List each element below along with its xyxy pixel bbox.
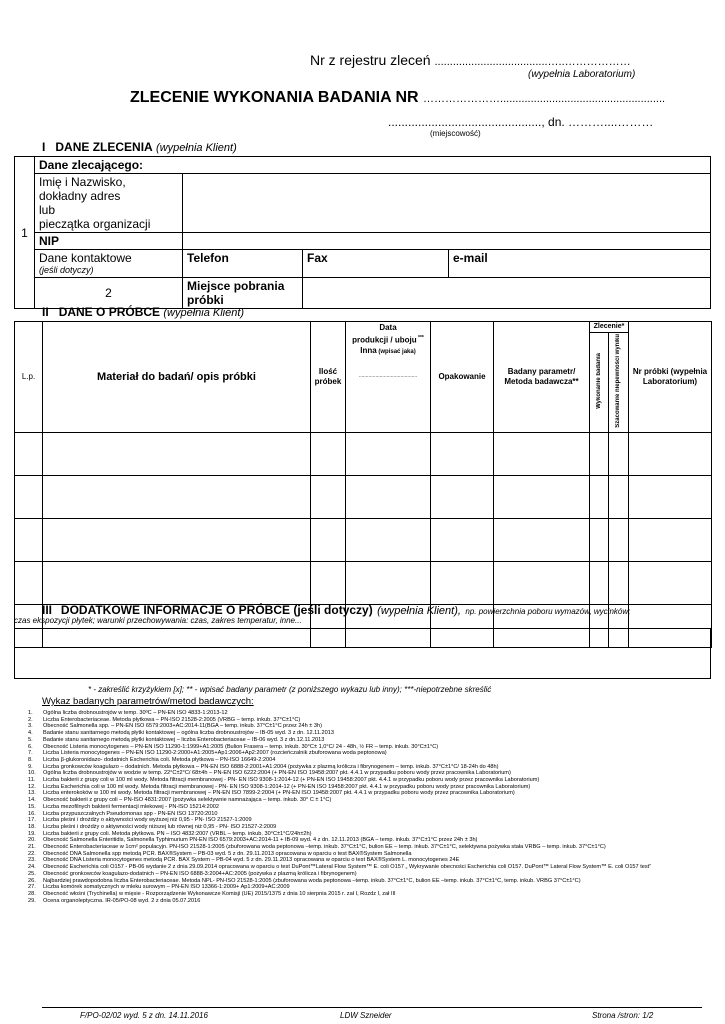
client-name-label: Imię i Nazwisko, dokładny adres lub pieczątka organizacji [35,174,183,233]
param-text: Liczba Enterobacteriaceae. Metoda płytkowa – PN-ISO 21528-2:2005 (VRBG – temp. inkub. 37°C±1°C) [43,716,301,723]
sample-checkbox[interactable] [609,561,629,604]
col-date-header: Data [379,323,397,332]
sample-cell[interactable] [311,432,346,475]
param-number: 8. [28,756,33,763]
param-number: 4. [28,730,33,737]
col-order-uncertainty [609,333,629,433]
col-order-done [590,333,609,433]
col-date-dots: .......................................... [358,372,418,379]
param-number: 25. [28,870,36,877]
param-number: 28. [28,890,36,897]
sample-row [15,561,712,604]
param-number: 26. [28,877,36,884]
param-item [28,737,708,744]
param-number: 23. [28,857,36,864]
param-number: 2. [28,716,33,723]
param-text: Badanie stanu sanitarnego metodą płytki kontaktowej – liczba Enterobacteriaceae – IB-06 wyd. 3 z dn.12.11.2013 [43,736,325,743]
sample-checkbox[interactable] [609,432,629,475]
col-date-other: Inna [360,345,377,355]
sample-cell[interactable] [494,475,590,518]
param-text: Liczba bakterii z grupy coli w 100 ml wody. Metoda filtracji membranowej - PN- EN ISO 9308-1:2014-12 (+ PN-EN ISO 19458:2007 pkt. 4.4.1 w przypadku poboru wody przez pracownika Laboratorium) [43,777,540,784]
param-number: 29. [28,897,36,904]
nip-field[interactable] [183,233,711,250]
param-item [28,824,708,831]
params-title: Wykaz badanych parametrów/metod badawczych: [42,696,254,707]
param-text: Obecność DNA Listeria monocytogenes metodą PCR. BAX System – PB-04 wyd. 5 z dn. 29.11.2013 opracowana w oparciu o test BAX®System L. monocytogenes 24E [43,857,460,864]
section2-title: DANE O PRÓBCE [58,305,161,319]
sample-cell[interactable] [494,432,590,475]
param-number: 7. [28,750,33,757]
email-label: e-mail [453,251,488,265]
param-item [28,710,708,717]
param-number: 11. [28,777,36,784]
param-text: Obecność Escherichia coli O157 - PB-06 wydanie 2 z dnia 29.09.2014 opracowana w oparciu o test DuPont™Lateral Flow System™ E. coli O157 „ Wykrywanie obecności Escherichia coli O157. DuPont™ Lateral Flow System™ E. coli O157 test” [43,864,652,871]
col-packaging: Opakowanie [431,322,494,433]
param-text: Obecność włośni (Trychinella) w mięsie - Rozporządzenie Wykonawcze Komisji (UE) 2015/1375 z dnia 10 sierpnia 2015 r. zał I, Rozdz I, zał III [43,890,396,897]
contact-label: Dane kontaktowe [39,251,132,265]
footer-divider [42,1007,702,1008]
param-item [28,797,708,804]
order-title: ZLECENIE WYKONANIA BADANIA NR [130,89,424,106]
sampling-place-label: Miejsce pobrania próbki [183,278,303,309]
sample-row [15,518,712,561]
param-number: 19. [28,830,36,837]
sample-cell[interactable] [629,518,712,561]
param-item [28,717,708,724]
param-number: 10. [28,770,36,777]
param-text: Liczba Escherichia coli w 100 ml wody. Metoda filtracji membranowej - PN- EN ISO 9308-1:2014-12 (+ PN-EN ISO 19458:2007 pkt. 4.4.1 w przypadku poboru wody przez pracownika Laboratorium) [43,783,531,790]
sample-cell[interactable] [494,518,590,561]
sample-checkbox[interactable] [609,475,629,518]
sample-checkbox[interactable] [590,475,609,518]
sample-cell[interactable] [346,518,431,561]
client-header: Dane zlecającego: [35,157,711,174]
sample-cell[interactable] [346,432,431,475]
registry-dots[interactable]: .....................................…..……………… [434,56,631,68]
param-item [28,857,708,864]
param-text: Obecność bakterii z grupy coli – PN-ISO 4831:2007 (pożywka selektywnie namnażająca – temp. inkub. 30° C ± 1°C) [43,797,332,804]
param-text: Obecność Listeria monocytogenes – PN-EN ISO 11290-1:1999+A1:2005 (Bulion Frasera – temp. inkub. 30°C± 1,0°C/ 24 - 48h, ½ FR – temp. inkub. 30°C±1°C) [43,743,439,750]
param-item [28,770,708,777]
sample-table [14,321,712,648]
section3-roman: III [42,603,53,617]
param-text: Obecność Salmonella spp. – PN-EN ISO 6579:2003+AC:2014-11(BGA – temp. inkub. 37°C±1°C przez 24h ± 3h) [43,723,323,730]
sample-checkbox[interactable] [590,432,609,475]
sample-cell[interactable] [43,561,311,604]
sample-cell[interactable] [15,518,43,561]
param-text: Obecność DNA Salmonella spp metodą PCR. BAX®System – PB-03 wyd. 5 z dn. 29.11.2013 opracowana w oparciu o test BAX®System Salmonella [43,850,412,857]
fax-label: Fax [307,251,328,265]
sample-cell[interactable] [311,561,346,604]
param-number: 1. [28,710,33,716]
param-number: 27. [28,884,36,891]
footer-center: LDW Szneider [340,1011,392,1020]
sample-row [15,475,712,518]
param-text: Ogólna liczba drobnoustrojów w temp. 30ºC – PN-EN ISO 4833-1:2013-12 [43,710,228,716]
place-note: (miejscowość) [430,129,481,138]
param-item [28,817,708,824]
section1-roman: I [42,140,46,154]
section1-heading [42,140,237,154]
param-item [28,744,708,751]
param-item [28,764,708,771]
phone-label: Telefon [187,251,229,265]
contact-note: (jeśli dotyczy) [39,265,94,275]
section1-title: DANE ZLECENIA [55,140,153,154]
col-lp: L.p. [15,322,43,433]
param-number: 16. [28,810,36,817]
param-text: Obecność Salmonella Enteritidis, Salmonella Typhimurium PN-EN ISO 6579:2003+AC:2014-11 + IB-09 wyd. 4 z dn. 12.11.2013 (BGA – temp. inkub. 37°C±1°C przez 24h ± 3h) [43,837,478,844]
order-title-line [130,89,665,107]
sample-cell[interactable] [629,561,712,604]
param-item [28,837,708,844]
registry-note: (wypełnia Laboratorium) [528,69,636,80]
col-material: Materiał do badań/ opis próbki [43,322,311,433]
client-name-field[interactable] [183,174,711,233]
sample-cell[interactable] [43,432,311,475]
param-item [28,871,708,878]
param-text: Liczba enterokoków w 100 ml wody. Metoda filtracji membranowej – PN-EN ISO 7899-2:2004 (+ PN-EN ISO 19458:2007 pkt. 4.4.1 w przypadku poboru wody przez pracownika Laboratorium) [43,790,515,797]
param-number: 12. [28,783,36,790]
sample-cell[interactable] [431,518,494,561]
param-number: 17. [28,817,36,824]
sample-cell[interactable] [431,561,494,604]
sampling-place-field[interactable] [303,278,711,309]
order-data-table [14,156,711,309]
param-item [28,864,708,871]
section2-roman: II [42,305,49,319]
param-item [28,757,708,764]
param-text: Liczba mezofilnych bakterii fermentacji mlekowej - PN-ISO 15214:2002 [43,803,219,810]
param-item [28,750,708,757]
sample-row [15,432,712,475]
footer-right: Strona /stron: 1/2 [592,1011,654,1020]
param-number: 24. [28,864,36,871]
sample-cell[interactable] [311,475,346,518]
section1-note: (wypełnia Klient) [156,142,237,154]
param-number: 14. [28,797,36,804]
param-number: 5. [28,736,33,743]
phone-field[interactable] [183,250,303,278]
sample-cell[interactable] [629,475,712,518]
param-text: Liczba przypuszczalnych Pseudomonas spp - PN-EN ISO 13720:2010 [43,810,218,817]
param-text: Liczba pleśni i drożdży o aktywności wody wyższej niż 0,95 - PN- ISO 21527-1:2009 [43,817,252,824]
fax-field[interactable] [303,250,449,278]
email-field[interactable] [449,250,711,278]
params-list [28,710,708,904]
row-number-2: 2 [35,278,183,309]
sample-cell[interactable] [43,475,311,518]
param-item [28,784,708,791]
footnote: * - zakreślić krzyżykiem [x]; ** - wpisać badany parametr (z poniższego wykazu lub inny); ***-niepotrzebne skreślić [88,685,492,694]
param-item [28,790,708,797]
order-number-dots[interactable]: …………………...................................................... [423,93,666,105]
param-item [28,831,708,838]
registry-line [310,52,631,68]
col-date-other-line [347,346,429,357]
contact-cell [35,250,183,278]
sample-cell[interactable] [494,561,590,604]
param-number: 20. [28,837,36,844]
sample-checkbox[interactable] [590,518,609,561]
col-order-header: Zlecenie* [590,322,629,333]
param-item [28,884,708,891]
section3-note: (wypełnia Klient), [377,605,461,617]
param-text: Obecność gronkowców koagulazo-dodatnich – PN-EN ISO 6888-3:2004+AC:2005 (pożywka z plazmą królicza i fibrynogenem) [43,870,357,877]
param-number: 6. [28,743,33,750]
sample-cell[interactable] [15,561,43,604]
param-number: 21. [28,844,36,851]
sample-cell[interactable] [431,475,494,518]
sample-checkbox[interactable] [609,518,629,561]
sample-cell[interactable] [346,561,431,604]
param-text: Ogólna liczba drobnoustrojów w wodzie w temp. 22°C±2°C/ 68±4h – PN-EN ISO 6222:2004 (+ PN-EN ISO 19458:2007 pkt. 4.4.1 w przypadku poboru wody przez pracownika Laboratorium) [43,770,511,777]
param-item [28,891,708,898]
footer-left: F/PO-02/02 wyd. 5 z dn. 14.11.2016 [80,1011,208,1020]
col-param: Badany parametr/ Metoda badawcza** [494,322,590,433]
param-text: Liczba gronkowców koagulazo – dodatnich. Metoda płytkowa – PN-EN ISO 6888-2:2001+A1:2004 (pożywka z plazmą królicza i fibrynogenem – temp. inkub. 37°C±1°C/ 18-24h do 48h) [43,763,499,770]
sample-cell[interactable] [15,475,43,518]
param-number: 15. [28,803,36,810]
sample-cell[interactable] [431,432,494,475]
sample-cell[interactable] [43,518,311,561]
nip-label: NIP [35,233,183,250]
col-order-uncertainty-text: Szacowanie niepewności wyniku [615,334,621,428]
param-text: Liczba pleśni i drożdży o aktywności wody niższej lub równej niż 0,95 - PN- ISO 21527-2:2009 [43,823,277,830]
col-date-sup: *** [416,335,424,341]
param-item [28,777,708,784]
sample-checkbox[interactable] [590,561,609,604]
param-text: Liczba komórek somatycznych w mleku surowym – PN-EN ISO 13366-1:2009+ Ap1:2009+AC:2009 [43,884,290,891]
param-item [28,844,708,851]
param-item [28,804,708,811]
param-number: 22. [28,850,36,857]
param-number: 13. [28,790,36,797]
param-text: Obecność Enterobacteriaceae w 1cm² populacyjn. PN-ISO 21528-1:2005 (zbuforowana woda peptonowa –temp. inkub. 37°C±1°C, bulion EE – temp. inkub. 37°C±1°C, selektywna pożywka stała VRBG – temp. inkub. 37°C±1°C) [43,844,606,851]
row-number-1: 1 [15,157,35,309]
col-date [346,322,431,433]
param-number: 18. [28,823,36,830]
col-date-other-note: (wpisać jaka) [376,348,416,355]
param-number: 3. [28,723,33,730]
col-qty: Ilość próbek [311,322,346,433]
param-number: 9. [28,763,33,770]
param-text: Liczba bakterii z grupy coli. Metoda płytkowa. PN – ISO 4832:2007 (VRBL – temp. inkub. 30°C±1°C/24h±2h) [43,830,312,837]
param-item [28,898,708,905]
param-text: Liczba β-glukoronidazo- dodatnich Escherichia coli. Metoda płytkowa – PN-ISO 16649-2:2004 [43,756,276,763]
section3-title: DODATKOWE INFORMACJE O PRÓBCE (jeśli dotyczy) [60,603,373,617]
param-item [28,723,708,730]
col-date-sub: produkcji / uboju [352,335,417,345]
sample-cell[interactable] [311,518,346,561]
col-order-done-text: Wykonanie badania [595,352,602,409]
sample-cell[interactable] [629,432,712,475]
sample-cell[interactable] [15,432,43,475]
section3-desc2: czas ekspozycji płytek; warunki przechowywania: czas, zakres temperatur, inne... [14,616,302,625]
param-text: Ocena organoleptyczna. IR-05/PO-08 wyd. 2 z dnia 05.07.2016 [43,897,201,904]
place-date-line[interactable]: .............................................., dn. ………....……… [388,115,654,129]
param-item [28,878,708,885]
registry-label: Nr z rejestru zleceń [310,52,435,68]
additional-info-field[interactable] [14,628,711,679]
col-date-sub-line [347,333,429,346]
section3-desc: np. powierzchnia poboru wymazów, wycinków; [465,607,631,616]
section2-heading [42,305,244,319]
param-item [28,730,708,737]
param-text: Badanie stanu sanitarnego metodą płytki kontaktowej – ogólna liczba drobnoustrojów – IB-05 wyd. 3 z dn. 12.11.2013 [43,730,334,737]
sample-cell[interactable] [346,475,431,518]
param-item [28,811,708,818]
param-text: Liczba Listeria monocytogenes – PN-EN ISO 11290-2:2000+A1:2005+Ap1:2006+Ap2:2007 (rozcieńczalnik zbuforowana woda peptonowa) [43,750,387,757]
section2-note: (wypełnia Klient) [163,307,245,319]
param-text: Najbardziej prawdopodobna liczba Enterobacteriaceae. Metoda NPL- PN-ISO 21528-1:2005 (zbuforowana woda peptonowa –temp. inkub. 37°C±1°C, bulion EE –temp. inkub. 37°C±1°C, temp. inkub. VRBG 37°C±1°C) [43,877,581,884]
col-lab-number: Nr próbki (wypełnia Laboratorium) [629,322,712,433]
